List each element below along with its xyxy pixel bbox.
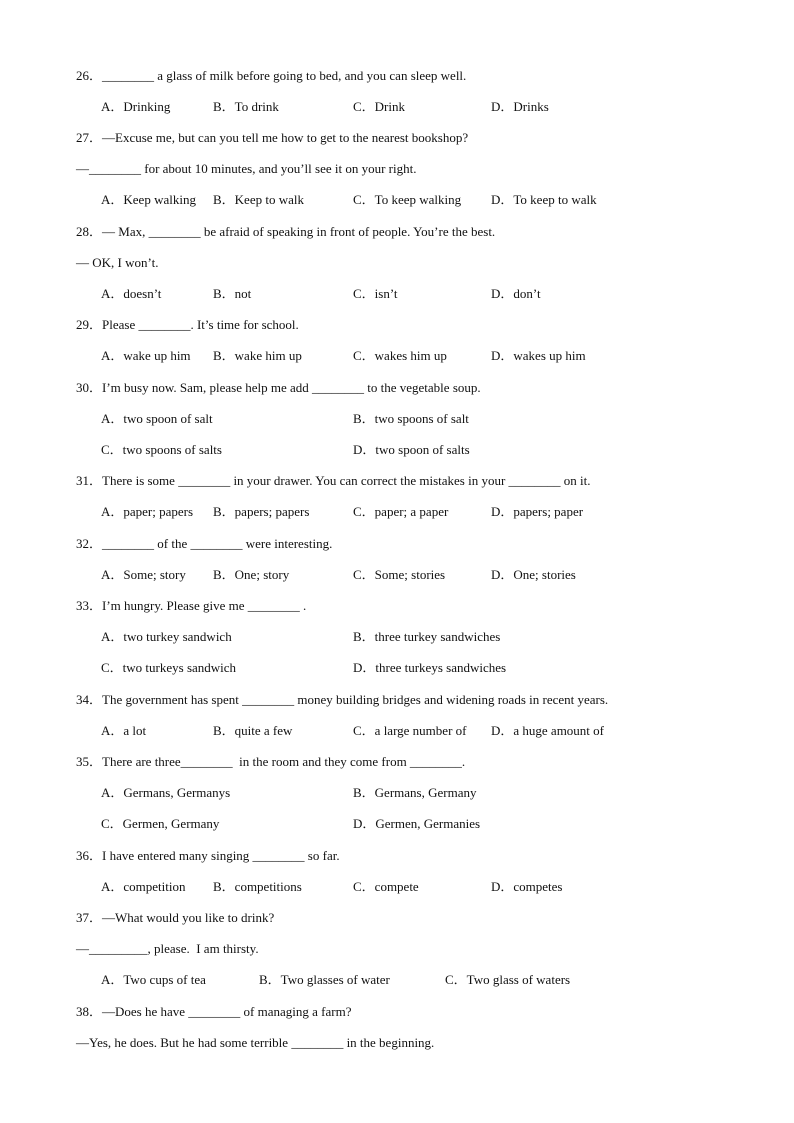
option-b[interactable]: B．not bbox=[213, 286, 252, 301]
option-d[interactable]: D．wakes up him bbox=[491, 348, 586, 363]
question-reply: —Yes, he does. But he had some terrible ________ in the beginning. bbox=[76, 1035, 435, 1050]
question-number: 28． bbox=[76, 224, 103, 239]
question-number: 32． bbox=[76, 536, 103, 551]
option-a[interactable]: A．paper; papers bbox=[101, 504, 194, 519]
option-b[interactable]: B．To drink bbox=[213, 99, 279, 114]
option-b[interactable]: B．Two glasses of water bbox=[259, 972, 390, 987]
option-b[interactable]: B．wake him up bbox=[213, 348, 302, 363]
option-a[interactable]: A．Keep walking bbox=[101, 192, 196, 207]
option-c[interactable]: C．isn’t bbox=[353, 286, 398, 301]
option-d[interactable]: D．three turkeys sandwiches bbox=[353, 660, 507, 675]
option-c[interactable]: C．wakes him up bbox=[353, 348, 447, 363]
question-34 bbox=[76, 692, 608, 708]
question-number: 27． bbox=[76, 130, 103, 145]
option-d[interactable]: D．don’t bbox=[491, 286, 541, 301]
question-stem: ________ of the ________ were interesting. bbox=[102, 536, 333, 551]
option-a[interactable]: A．Two cups of tea bbox=[101, 972, 206, 987]
question-reply: —_________, please. I am thirsty. bbox=[76, 941, 259, 956]
option-b[interactable]: B．three turkey sandwiches bbox=[353, 629, 501, 644]
question-36 bbox=[76, 848, 340, 864]
option-a[interactable]: A．a lot bbox=[101, 723, 147, 738]
question-stem: Please ________. It’s time for school. bbox=[102, 317, 299, 332]
question-stem: ________ a glass of milk before going to bed, and you can sleep well. bbox=[102, 68, 467, 83]
question-28 bbox=[76, 224, 495, 240]
question-31 bbox=[76, 473, 591, 489]
option-c[interactable]: C．Some; stories bbox=[353, 567, 446, 582]
question-33 bbox=[76, 598, 306, 614]
question-32 bbox=[76, 536, 332, 552]
question-stem: I’m busy now. Sam, please help me add ________ to the vegetable soup. bbox=[102, 380, 481, 395]
question-reply: —________ for about 10 minutes, and you’ll see it on your right. bbox=[76, 161, 417, 176]
option-d[interactable]: D．papers; paper bbox=[491, 504, 584, 519]
option-b[interactable]: B．Keep to walk bbox=[213, 192, 304, 207]
option-c[interactable]: C．compete bbox=[353, 879, 419, 894]
question-number: 33． bbox=[76, 598, 103, 613]
question-number: 26． bbox=[76, 68, 103, 83]
option-b[interactable]: B．papers; papers bbox=[213, 504, 310, 519]
option-a[interactable]: A．Drinking bbox=[101, 99, 171, 114]
question-stem: There is some ________ in your drawer. You can correct the mistakes in your ________ on it. bbox=[102, 473, 591, 488]
option-a[interactable]: A．two turkey sandwich bbox=[101, 629, 232, 644]
option-a[interactable]: A．doesn’t bbox=[101, 286, 162, 301]
question-number: 36． bbox=[76, 848, 103, 863]
option-d[interactable]: D．Germen, Germanies bbox=[353, 816, 481, 831]
option-c[interactable]: C．To keep walking bbox=[353, 192, 462, 207]
question-number: 29． bbox=[76, 317, 103, 332]
question-29 bbox=[76, 317, 299, 333]
option-d[interactable]: D．competes bbox=[491, 879, 563, 894]
question-27 bbox=[76, 130, 468, 146]
option-b[interactable]: B．One; story bbox=[213, 567, 290, 582]
option-c[interactable]: C．paper; a paper bbox=[353, 504, 449, 519]
question-37 bbox=[76, 910, 274, 926]
question-stem: The government has spent ________ money building bridges and widening roads in recent years. bbox=[102, 692, 609, 707]
option-b[interactable]: B．Germans, Germany bbox=[353, 785, 477, 800]
question-38 bbox=[76, 1004, 351, 1020]
option-c[interactable]: C．two turkeys sandwich bbox=[101, 660, 237, 675]
question-number: 37． bbox=[76, 910, 103, 925]
option-c[interactable]: C．Drink bbox=[353, 99, 406, 114]
question-26 bbox=[76, 68, 466, 84]
question-stem: —Excuse me, but can you tell me how to get to the nearest bookshop? bbox=[102, 130, 469, 145]
option-c[interactable]: C．Two glass of waters bbox=[445, 972, 571, 987]
question-stem: I’m hungry. Please give me ________ . bbox=[102, 598, 307, 613]
option-c[interactable]: C．a large number of bbox=[353, 723, 467, 738]
option-d[interactable]: D．To keep to walk bbox=[491, 192, 597, 207]
question-stem: — Max, ________ be afraid of speaking in front of people. You’re the best. bbox=[102, 224, 496, 239]
option-b[interactable]: B．two spoons of salt bbox=[353, 411, 469, 426]
option-c[interactable]: C．two spoons of salts bbox=[101, 442, 222, 457]
question-stem: I have entered many singing ________ so far. bbox=[102, 848, 340, 863]
question-reply: — OK, I won’t. bbox=[76, 255, 159, 270]
option-a[interactable]: A．competition bbox=[101, 879, 186, 894]
option-d[interactable]: D．two spoon of salts bbox=[353, 442, 470, 457]
option-b[interactable]: B．competitions bbox=[213, 879, 302, 894]
question-number: 35． bbox=[76, 754, 103, 769]
option-d[interactable]: D．One; stories bbox=[491, 567, 576, 582]
question-stem: —What would you like to drink? bbox=[102, 910, 275, 925]
option-a[interactable]: A．wake up him bbox=[101, 348, 191, 363]
question-stem: There are three________ in the room and they come from ________. bbox=[102, 754, 466, 769]
question-number: 30． bbox=[76, 380, 103, 395]
question-number: 34． bbox=[76, 692, 103, 707]
option-d[interactable]: D．Drinks bbox=[491, 99, 549, 114]
question-35 bbox=[76, 754, 465, 770]
question-30 bbox=[76, 380, 481, 396]
option-b[interactable]: B．quite a few bbox=[213, 723, 293, 738]
option-a[interactable]: A．two spoon of salt bbox=[101, 411, 213, 426]
option-a[interactable]: A．Some; story bbox=[101, 567, 186, 582]
question-number: 31． bbox=[76, 473, 103, 488]
question-number: 38． bbox=[76, 1004, 103, 1019]
option-a[interactable]: A．Germans, Germanys bbox=[101, 785, 231, 800]
option-d[interactable]: D．a huge amount of bbox=[491, 723, 605, 738]
question-stem: —Does he have ________ of managing a farm? bbox=[102, 1004, 352, 1019]
option-c[interactable]: C．Germen, Germany bbox=[101, 816, 220, 831]
